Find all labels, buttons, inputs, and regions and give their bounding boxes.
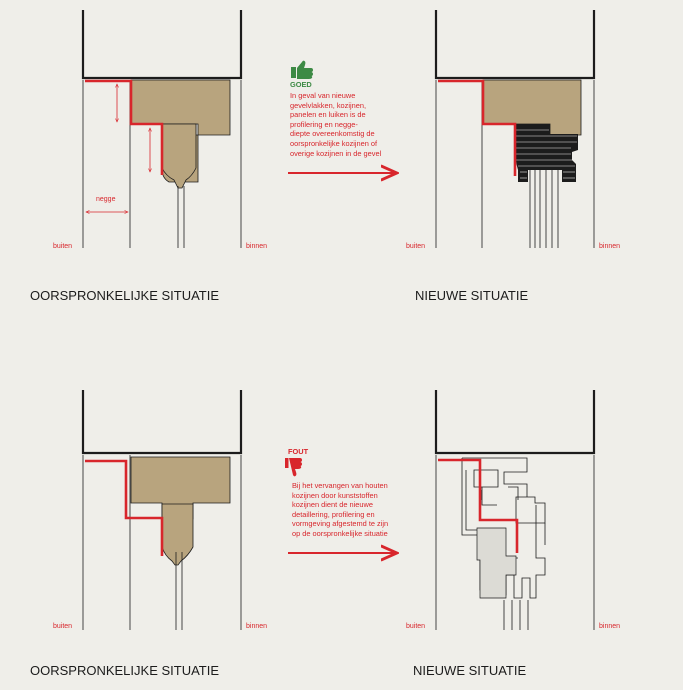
thumbs-up-icon	[291, 61, 313, 79]
good-badge: GOED	[290, 80, 312, 89]
outside-label: buiten	[406, 243, 426, 250]
detail-new-good	[406, 10, 620, 250]
caption-original-top: OORSPRONKELIJKE SITUATIE	[30, 288, 220, 303]
bad-note-line: vormgeving afgestemd te zijn	[292, 519, 389, 529]
detail-original-top	[53, 10, 267, 250]
good-note	[290, 91, 381, 158]
good-note-line: profilering en negge-	[290, 119, 358, 129]
good-note-line: overige kozijnen in de gevel	[290, 148, 382, 158]
inside-label: binnen	[246, 243, 268, 250]
reveal-label: negge	[96, 196, 116, 203]
outside-label: buiten	[53, 623, 73, 630]
thumbs-down-icon	[285, 458, 302, 476]
good-note-line: panelen en luiken is de	[290, 110, 366, 120]
bad-note	[292, 481, 388, 539]
inside-label: binnen	[599, 243, 621, 250]
bad-note-line: kozijnen door kunststoffen	[292, 490, 378, 500]
good-note-line: diepte overeenkomstig de	[290, 129, 375, 139]
detail-original-bottom	[53, 390, 267, 630]
outside-label: buiten	[53, 243, 73, 250]
inside-label: binnen	[246, 623, 268, 630]
bad-note-line: kozijnen dient de nieuwe	[292, 500, 373, 510]
bad-note-line: Bij het vervangen van houten	[292, 481, 388, 490]
good-note-line: gevelvlakken, kozijnen,	[290, 100, 367, 110]
bad-badge: FOUT	[288, 447, 309, 456]
caption-original-bottom: OORSPRONKELIJKE SITUATIE	[30, 663, 220, 678]
good-note-line: oorspronkelijke kozijnen of	[290, 138, 378, 148]
good-note-line: In geval van nieuwe	[290, 91, 356, 100]
caption-new-top: NIEUWE SITUATIE	[415, 288, 529, 303]
caption-new-bottom: NIEUWE SITUATIE	[413, 663, 527, 678]
bad-note-line: detaillering, profilering en	[292, 509, 375, 519]
inside-label: binnen	[599, 623, 621, 630]
outside-label: buiten	[406, 623, 426, 630]
detail-new-bad	[406, 390, 620, 630]
bad-note-line: op de oorspronkelijke situatie	[292, 528, 388, 538]
